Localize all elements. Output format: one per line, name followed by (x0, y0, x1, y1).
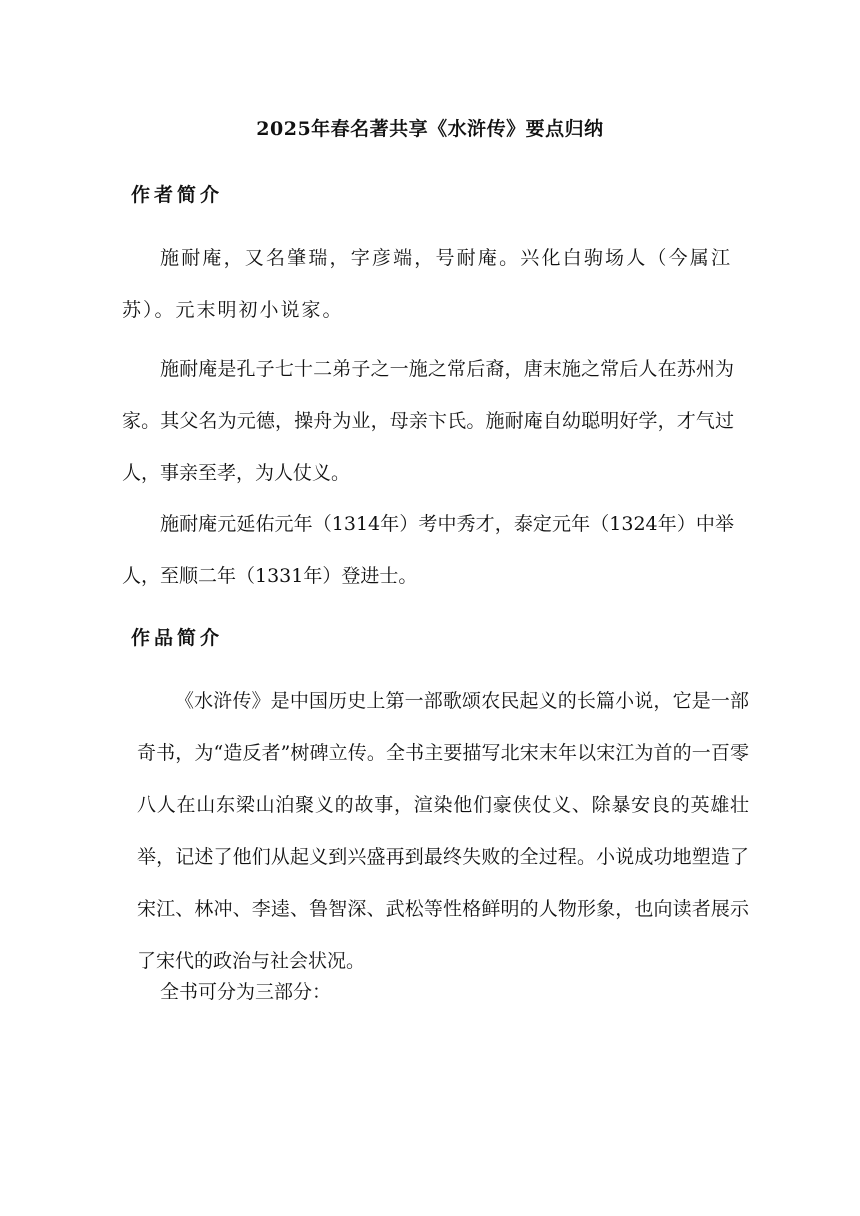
author-paragraph-1: 施耐庵，又名肇瑞，字彦端，号耐庵。兴化白驹场人（今属江苏）。元末明初小说家。 (122, 247, 732, 321)
author-paragraph-3: 施耐庵元延佑元年（1314年）考中秀才，泰定元年（1324年）中举人，至顺二年（1331年）登进士。 (122, 513, 734, 587)
work-paragraph-2: 全书可分为三部分： (160, 981, 332, 1003)
section-heading-author: 作者简介 (131, 184, 224, 206)
section-heading-work: 作品简介 (131, 627, 224, 649)
work-paragraph-1: 《水浒传》是中国历史上第一部歌颂农民起义的长篇小说，它是一部奇书，为“造反者”树碑立传。全书主要描写北宋末年以宋江为首的一百零八人在山东梁山泊聚义的故事，渲染他们豪侠仗义、除暴安良的英雄壮举，记述了他们从起义到兴盛再到最终失败的全过程。小说成功地塑造了宋江、林冲、李逵、鲁智深、武松等性格鲜明的人物形象，也向读者展示了宋代的政治与社会状况。 (137, 690, 749, 972)
author-paragraph-2: 施耐庵是孔子七十二弟子之一施之常后裔，唐末施之常后人在苏州为家。其父名为元德，操舟为业，母亲卞氏。施耐庵自幼聪明好学，才气过人，事亲至孝，为人仗义。 (122, 358, 734, 484)
document-title: 2025年春名著共享《水浒传》要点归纳 (256, 118, 604, 140)
